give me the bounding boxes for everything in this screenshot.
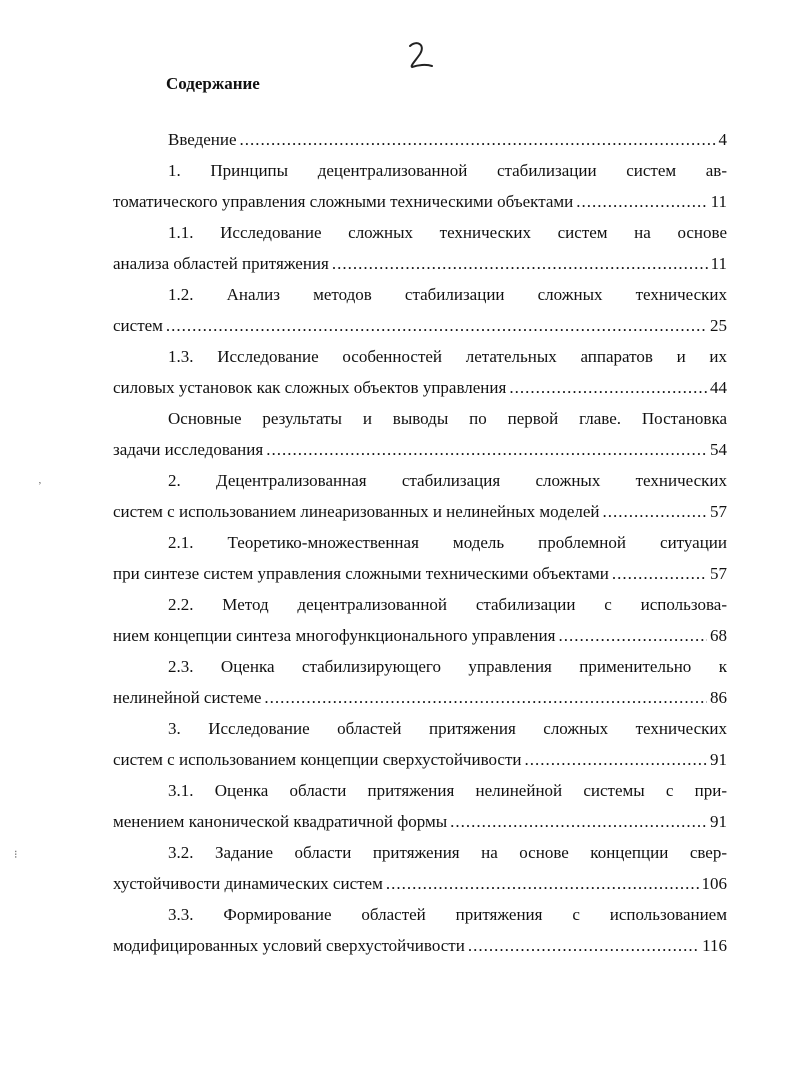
toc-leader-dots (264, 688, 707, 708)
toc-entry-line (113, 719, 727, 750)
toc-entry-text: 1.2. Анализ методов стабилизации сложных технических (168, 285, 727, 304)
toc-entry-text: 3.1. Оценка области притяжения нелинейной системы с при- (168, 781, 727, 800)
toc-entry-text: хустойчивости динамических систем (113, 874, 383, 893)
toc-entry-line (113, 688, 727, 719)
toc-page-number: 54 (710, 440, 727, 459)
toc-page-number: 57 (710, 502, 727, 521)
toc-entry-text: 1.1. Исследование сложных технических систем на основе (168, 223, 727, 242)
toc-entry-line (113, 874, 727, 905)
toc-leader-dots (166, 316, 707, 336)
toc-entry-line (113, 347, 727, 378)
toc-entry-line (113, 905, 727, 936)
toc-page-number: 91 (710, 812, 727, 831)
toc-entry-text: 3.3. Формирование областей притяжения с использованием (168, 905, 727, 924)
toc-leader-dots (558, 626, 707, 646)
toc-entry-line (113, 440, 727, 471)
toc-leader-dots (266, 440, 707, 460)
toc-entry-line (113, 750, 727, 781)
toc-entry-text: нием концепции синтеза многофункционального управления (113, 626, 556, 645)
toc-entry-line (113, 657, 727, 688)
toc-entry-line (113, 781, 727, 812)
toc-entry-text: Введение (168, 130, 237, 149)
toc-entry-text: силовых установок как сложных объектов управления (113, 378, 507, 397)
toc-leader-dots (450, 812, 707, 832)
toc-entry-line (113, 378, 727, 409)
toc-leader-dots (386, 874, 699, 894)
toc-entry-text: менением канонической квадратичной формы (113, 812, 448, 831)
toc-page-number: 68 (710, 626, 727, 645)
toc-entry-line (113, 564, 727, 595)
toc-entry-text: 2. Децентрализованная стабилизация сложных технических (168, 471, 727, 490)
table-of-contents (113, 130, 727, 967)
toc-page-number: 86 (710, 688, 727, 707)
toc-entry-text: 2.1. Теоретико-множественная модель проблемной ситуации (168, 533, 727, 552)
toc-entry-text: 2.3. Оценка стабилизирующего управления применительно к (168, 657, 727, 676)
toc-entry-line (113, 223, 727, 254)
toc-entry-line (113, 192, 727, 223)
toc-leader-dots (509, 378, 707, 398)
toc-entry-text: систем (113, 316, 163, 335)
toc-leader-dots (468, 936, 699, 956)
toc-leader-dots (524, 750, 707, 770)
toc-entry-text: систем с использованием линеаризованных и нелинейных моделей (113, 502, 600, 521)
toc-page-number: 44 (710, 378, 727, 397)
toc-entry-line (113, 626, 727, 657)
toc-page-number: 116 (702, 936, 727, 955)
toc-entry-line (113, 285, 727, 316)
toc-entry-text: систем с использованием концепции сверхустойчивости (113, 750, 522, 769)
toc-entry-text: 2.2. Метод децентрализованной стабилизации с использова- (168, 595, 727, 614)
toc-entry-text: при синтезе систем управления сложными техническими объектами (113, 564, 609, 583)
toc-page-number: 91 (710, 750, 727, 769)
scan-speck: ʼ (38, 480, 42, 492)
toc-entry-text: 1.3. Исследование особенностей летательных аппаратов и их (168, 347, 727, 366)
toc-page-number: 11 (710, 192, 727, 211)
toc-page-number: 106 (701, 874, 727, 893)
toc-title: Содержание (166, 74, 260, 93)
toc-entry-line (113, 533, 727, 564)
toc-page-number: 4 (718, 130, 727, 149)
toc-page-number: 11 (710, 254, 727, 273)
toc-page-number: 25 (710, 316, 727, 335)
handwritten-page-number (398, 40, 438, 70)
toc-entry-line (113, 161, 727, 192)
toc-entry-text: задачи исследования (113, 440, 264, 459)
toc-entry-line (113, 502, 727, 533)
toc-entry-line (113, 471, 727, 502)
toc-entry-line (113, 595, 727, 626)
toc-entry-line (113, 254, 727, 285)
toc-entry-line (113, 316, 727, 347)
toc-entry-text: 3. Исследование областей притяжения сложных технических (168, 719, 727, 738)
toc-entry-text: 3.2. Задание области притяжения на основе концепции свер- (168, 843, 727, 862)
toc-entry-line (113, 812, 727, 843)
toc-entry-text: томатического управления сложными техническими объектами (113, 192, 574, 211)
toc-entry-text: анализа областей притяжения (113, 254, 329, 273)
toc-entry-line (113, 130, 727, 161)
scan-speck: ⁝ (14, 849, 18, 861)
toc-page-number: 57 (710, 564, 727, 583)
toc-entry-text: нелинейной системе (113, 688, 262, 707)
toc-entry-text: 1. Принципы децентрализованной стабилизации систем ав- (168, 161, 727, 180)
toc-leader-dots (576, 192, 707, 212)
toc-leader-dots (603, 502, 707, 522)
toc-entry-text: модифицированных условий сверхустойчивости (113, 936, 465, 955)
toc-leader-dots (240, 130, 716, 150)
toc-entry-text: Основные результаты и выводы по первой главе. Постановка (168, 409, 727, 428)
toc-entry-line (113, 409, 727, 440)
toc-leader-dots (612, 564, 707, 584)
toc-entry-line (113, 843, 727, 874)
toc-entry-line (113, 936, 727, 967)
toc-leader-dots (332, 254, 708, 274)
